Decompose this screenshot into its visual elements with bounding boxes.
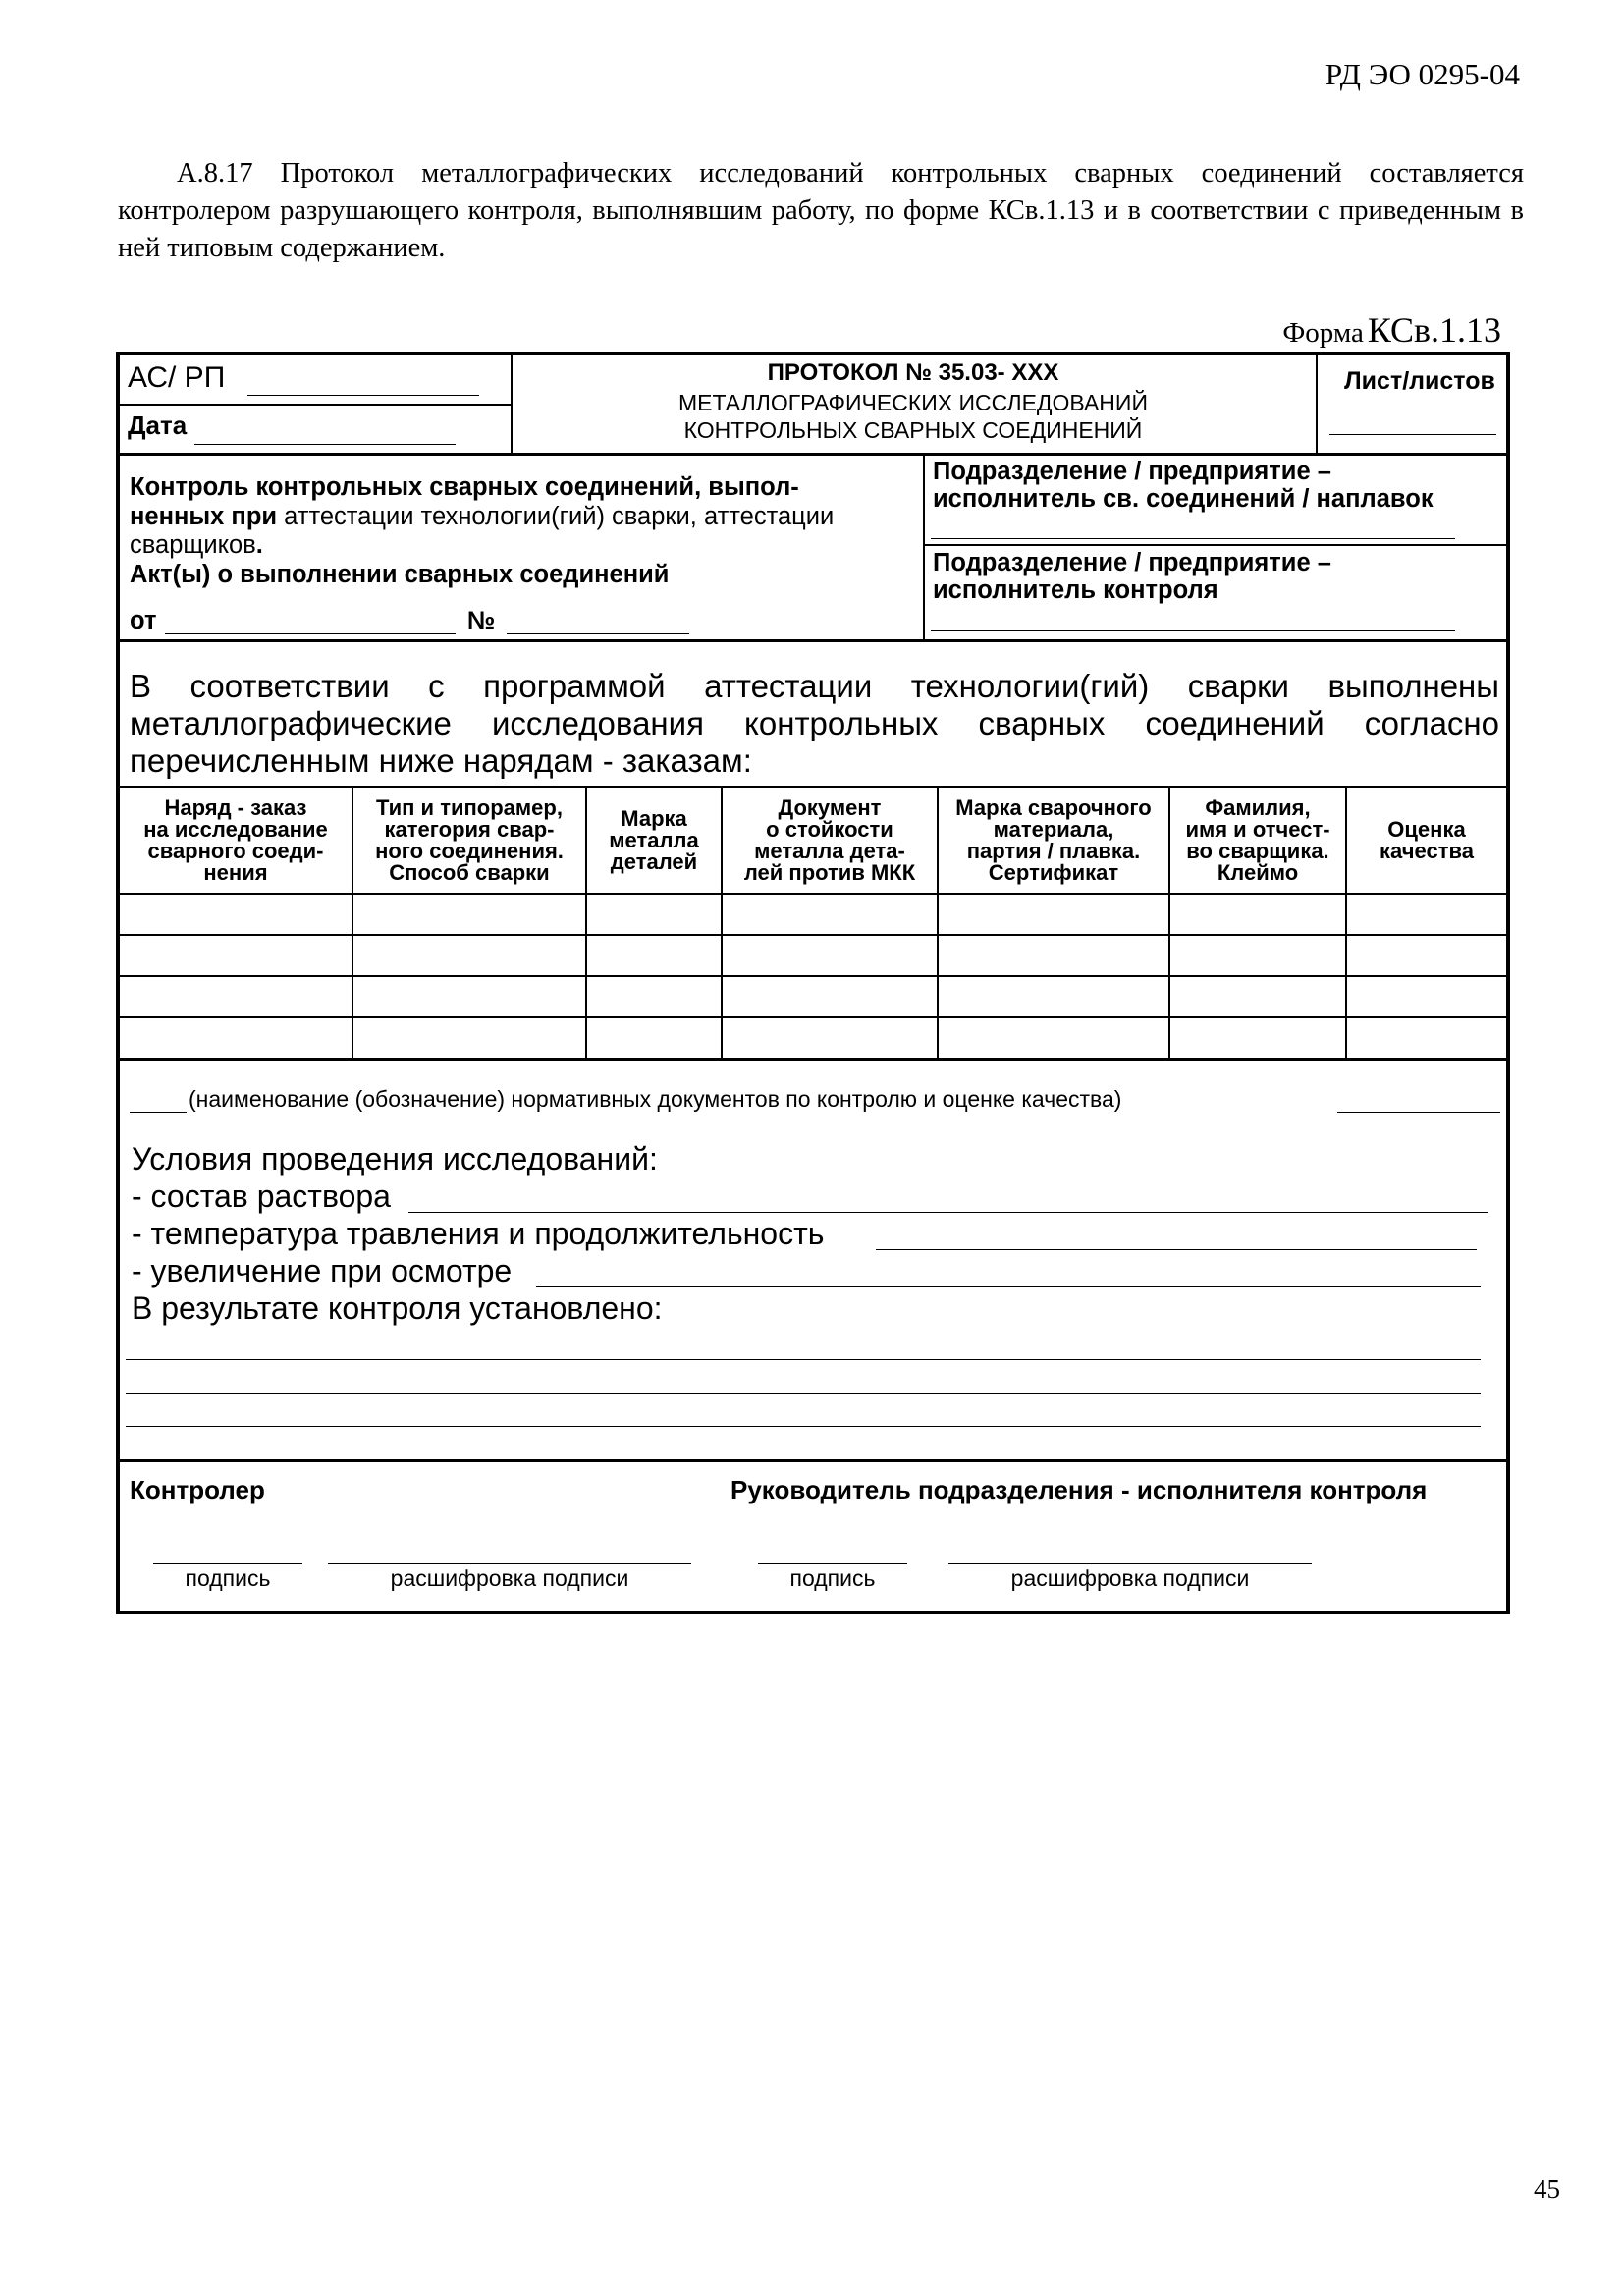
table-cell[interactable]	[353, 977, 585, 1016]
norm-docs-field-right[interactable]	[1337, 1112, 1500, 1113]
form-label	[1282, 309, 1501, 351]
magnification-field[interactable]	[536, 1286, 1481, 1287]
result-field-1[interactable]	[126, 1359, 1481, 1360]
control-line1: Контроль контрольных сварных соединений, выпол-	[130, 473, 799, 501]
solution-field[interactable]	[408, 1212, 1488, 1213]
rule-control-v	[923, 454, 925, 640]
division-control-field[interactable]	[931, 630, 1455, 631]
table-cell[interactable]	[587, 1018, 721, 1058]
table-cell[interactable]	[939, 895, 1168, 934]
table-cell[interactable]	[1170, 936, 1345, 975]
head-signature-field[interactable]	[758, 1563, 907, 1564]
act-label: Акт(ы) о выполнении сварных соединений	[130, 561, 670, 588]
table-cell[interactable]	[723, 977, 937, 1016]
controller-signature-field[interactable]	[153, 1563, 302, 1564]
control-line2	[130, 503, 834, 531]
act-number-field[interactable]	[507, 633, 689, 634]
table-cell[interactable]	[939, 936, 1168, 975]
temperature-field[interactable]	[876, 1249, 1477, 1250]
head-decode-field[interactable]	[948, 1563, 1312, 1564]
head-signature-caption: подпись	[789, 1565, 876, 1591]
form-code: КСв.1.13	[1367, 310, 1501, 350]
table-cell[interactable]	[120, 977, 352, 1016]
document-code: РД ЭО 0295-04	[1325, 57, 1520, 91]
date-field[interactable]	[194, 444, 456, 445]
table-cell[interactable]	[120, 1018, 352, 1058]
table-cell[interactable]	[587, 895, 721, 934]
form-word: Форма	[1282, 317, 1364, 349]
act-number-label: №	[467, 607, 496, 634]
table-cell[interactable]	[587, 936, 721, 975]
magnification-label: - увеличение при осмотре	[132, 1253, 513, 1288]
division-control-line1: Подразделение / предприятие –	[933, 549, 1331, 576]
rule-header-v2	[1316, 355, 1318, 454]
table-header-quality: Оценка качества	[1380, 817, 1474, 863]
controller-decode-caption: расшифровка подписи	[390, 1565, 629, 1591]
table-header-welding-material: Марка сварочного материала, партия / плавка. Сертификат	[955, 795, 1152, 885]
solution-label: - состав раствора	[132, 1178, 391, 1214]
rule-header	[120, 453, 1506, 456]
temperature-label: - температура травления и продолжительность	[132, 1216, 825, 1251]
result-field-3[interactable]	[126, 1426, 1481, 1427]
table-cell[interactable]	[939, 977, 1168, 1016]
statement-text: В соответствии с программой аттестации технологии(гий) сварки выполнены металлографические исследования контрольных сварных соединений согласно перечисленным ниже нарядам - заказам:	[130, 668, 1499, 779]
head-decode-caption: расшифровка подписи	[1010, 1565, 1250, 1591]
date-label: Дата	[128, 410, 188, 440]
protocol-form	[116, 352, 1510, 1614]
table-cell[interactable]	[353, 1018, 585, 1058]
rule-conditions	[120, 1459, 1506, 1462]
table-cell[interactable]	[1347, 1018, 1506, 1058]
table-cell[interactable]	[723, 1018, 937, 1058]
table-cell[interactable]	[587, 977, 721, 1016]
table-cell[interactable]	[353, 936, 585, 975]
rule-table	[120, 1058, 1506, 1061]
table-cell[interactable]	[939, 1018, 1168, 1058]
table-cell[interactable]	[1347, 977, 1506, 1016]
controller-label: Контролер	[130, 1475, 265, 1504]
control-dot: .	[255, 531, 263, 559]
table-header-joint-type: Тип и типорамер, категория свар- ного соединения. Способ сварки	[375, 795, 564, 885]
table-cell[interactable]	[1347, 936, 1506, 975]
division-welds-field[interactable]	[931, 538, 1455, 539]
result-label: В результате контроля установлено:	[132, 1290, 663, 1326]
head-label: Руководитель подразделения - исполнителя контроля	[730, 1475, 1428, 1504]
table-cell[interactable]	[1170, 977, 1345, 1016]
table-header-order: Наряд - заказ на исследование сварного соеди- нения	[143, 795, 328, 885]
page-number: 45	[1534, 2174, 1560, 2204]
protocol-title-line1: МЕТАЛЛОГРАФИЧЕСКИХ ИССЛЕДОВАНИЙ	[678, 390, 1148, 415]
protocol-number: ПРОТОКОЛ № 35.03- XXX	[767, 359, 1059, 386]
control-welders: сварщиков	[130, 531, 256, 559]
table-header-mkk-document: Документ о стойкости металла дета- лей против МКК	[743, 795, 916, 885]
conditions-title: Условия проведения исследований:	[132, 1141, 658, 1176]
table-cell[interactable]	[120, 895, 352, 934]
act-from-label: от	[130, 607, 157, 634]
table-header-metal-grade: Марка металла деталей	[609, 806, 699, 874]
rule-control-h	[923, 544, 1506, 546]
act-date-field[interactable]	[165, 633, 456, 634]
norm-docs-caption: (наименование (обозначение) нормативных документов по контролю и оценке качества)	[189, 1086, 1122, 1112]
sheet-field[interactable]	[1329, 434, 1496, 435]
result-field-2[interactable]	[126, 1393, 1481, 1394]
intro-paragraph: А.8.17 Протокол металлографических исследований контрольных сварных соединений составляется контролером разрушающего контроля, выполнявшим работу, по форме КСв.1.13 и в соответствии с приведенным в ней типовым содержанием.	[118, 158, 1524, 263]
division-welds-line2: исполнитель св. соединений / наплавок	[933, 485, 1434, 513]
table-header-welder: Фамилия, имя и отчест- во сварщика. Клеймо	[1185, 795, 1330, 885]
table-cell[interactable]	[723, 895, 937, 934]
control-line2-bold: ненных при	[130, 503, 278, 530]
table-cell[interactable]	[1170, 895, 1345, 934]
control-line2-regular: аттестации технологии(гий) сварки, аттестации	[277, 503, 835, 530]
as-rp-label: АС/ РП	[128, 361, 226, 394]
rule-control	[120, 639, 1506, 642]
table-cell[interactable]	[1347, 895, 1506, 934]
controller-decode-field[interactable]	[328, 1563, 691, 1564]
division-welds-line1: Подразделение / предприятие –	[933, 458, 1331, 485]
as-rp-field[interactable]	[247, 395, 479, 396]
table-cell[interactable]	[1170, 1018, 1345, 1058]
sheet-label: Лист/листов	[1344, 367, 1495, 395]
norm-docs-field-left[interactable]	[130, 1112, 187, 1113]
table-cell[interactable]	[120, 936, 352, 975]
rule-header-h	[120, 404, 511, 406]
control-line3	[130, 531, 263, 560]
table-cell[interactable]	[353, 895, 585, 934]
table-cell[interactable]	[723, 936, 937, 975]
protocol-title-line2: КОНТРОЛЬНЫХ СВАРНЫХ СОЕДИНЕНИЙ	[683, 417, 1143, 443]
controller-signature-caption: подпись	[185, 1565, 271, 1591]
division-control-line2: исполнитель контроля	[933, 576, 1218, 604]
